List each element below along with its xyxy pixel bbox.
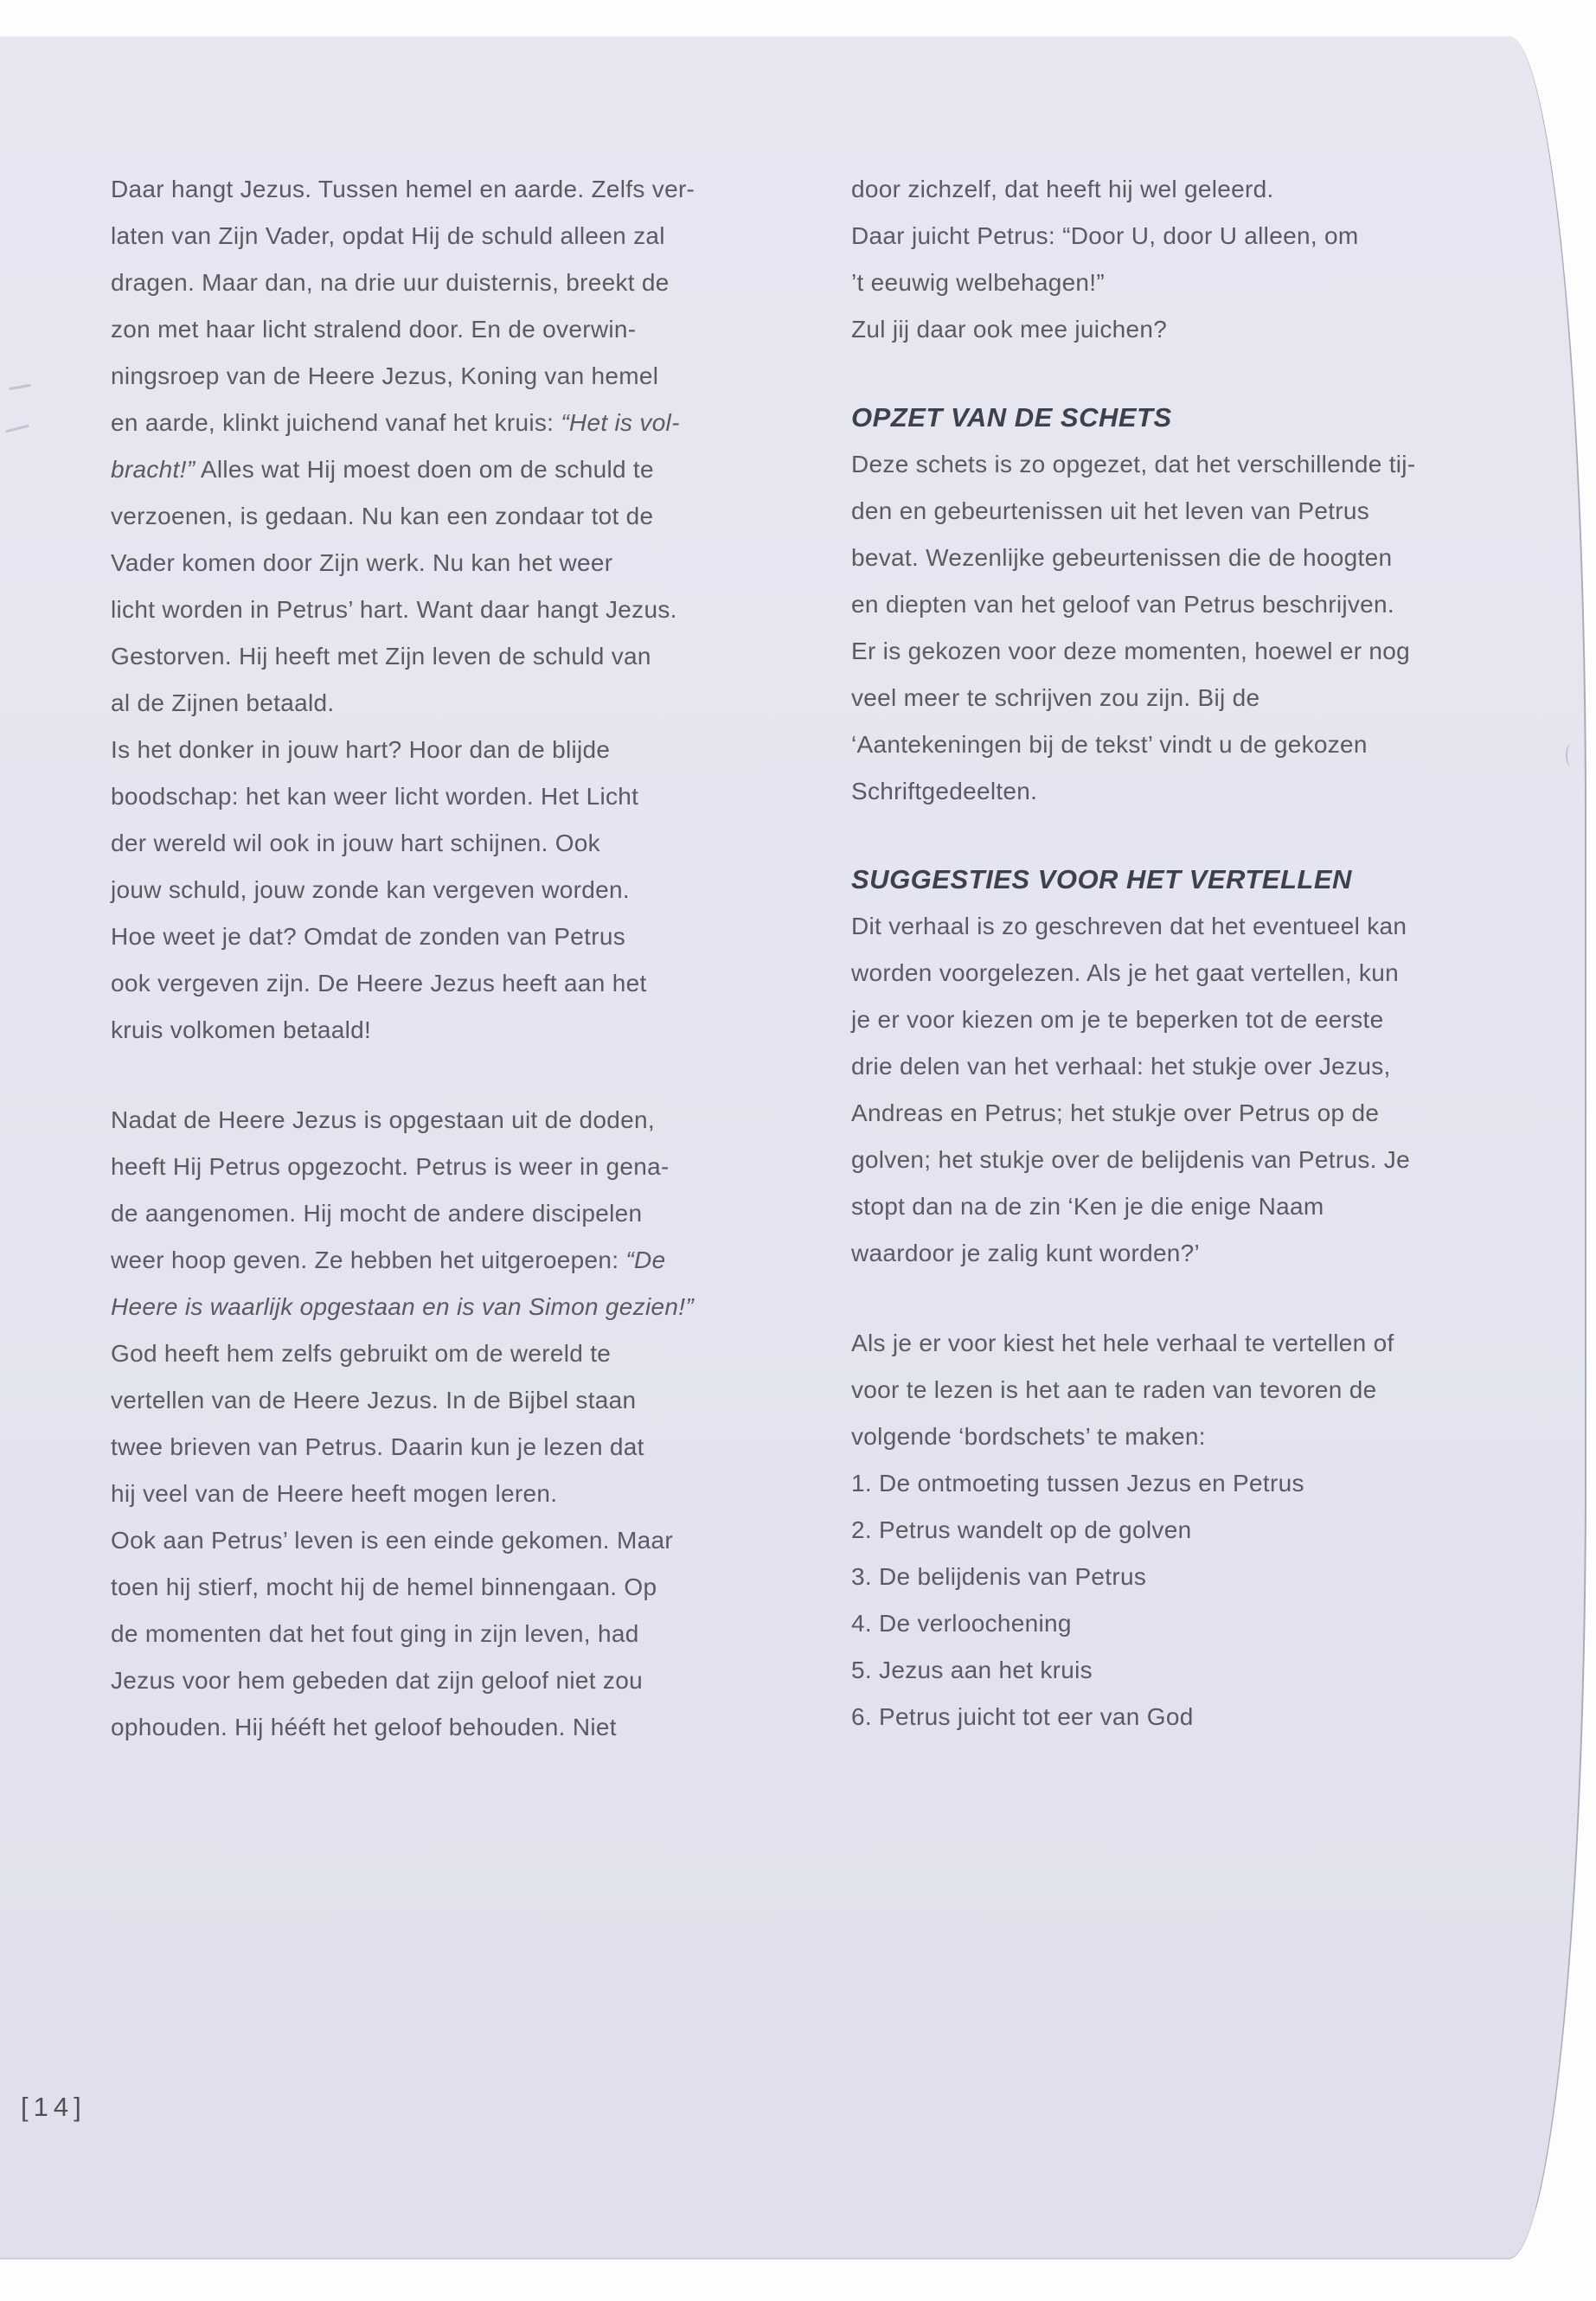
text-line: 6. Petrus juicht tot eer van God bbox=[851, 1703, 1194, 1730]
text-segment: “De bbox=[625, 1247, 666, 1273]
paragraph bbox=[111, 166, 803, 727]
text-line: ophouden. Hij hééft het geloof behouden. Niet bbox=[111, 1714, 617, 1740]
text-line: veel meer te schrijven zou zijn. Bij de bbox=[851, 684, 1260, 711]
text-line: Daar juicht Petrus: “Door U, door U alleen, om bbox=[851, 222, 1359, 249]
paragraph bbox=[111, 1097, 803, 1751]
text-line: ook vergeven zijn. De Heere Jezus heeft aan het bbox=[111, 970, 647, 997]
text-line: hij veel van de Heere heeft mogen leren. bbox=[111, 1480, 558, 1507]
text-line: licht worden in Petrus’ hart. Want daar hangt Jezus. bbox=[111, 596, 677, 623]
text-segment: “Het is vol- bbox=[561, 409, 680, 436]
text-line bbox=[111, 400, 803, 446]
text-line: 5. Jezus aan het kruis bbox=[851, 1657, 1093, 1683]
text-line: ningsroep van de Heere Jezus, Koning van hemel bbox=[111, 362, 659, 389]
text-line: Vader komen door Zijn werk. Nu kan het weer bbox=[111, 549, 613, 576]
text-segment: weer hoop geven. Ze hebben het uitgeroepen: bbox=[111, 1247, 626, 1273]
text-line: de aangenomen. Hij mocht de andere discipelen bbox=[111, 1200, 643, 1227]
pencil-check-mark bbox=[9, 384, 31, 390]
text-segment: Heere is waarlijk opgestaan en is van Simon gezien!” bbox=[111, 1293, 694, 1320]
text-line: twee brieven van Petrus. Daarin kun je lezen dat bbox=[111, 1433, 644, 1460]
text-line bbox=[111, 1237, 803, 1284]
text-line: en diepten van het geloof van Petrus beschrijven. bbox=[851, 591, 1394, 618]
page-edge-curl bbox=[1566, 744, 1576, 766]
pencil-check-mark bbox=[5, 425, 29, 433]
text-line: al de Zijnen betaald. bbox=[111, 689, 335, 716]
text-segment: bracht!” bbox=[111, 456, 195, 483]
text-segment: en aarde, klinkt juichend vanaf het kruis: bbox=[111, 409, 561, 436]
text-line: Is het donker in jouw hart? Hoor dan de blijde bbox=[111, 736, 611, 763]
text-line: vertellen van de Heere Jezus. In de Bijbel staan bbox=[111, 1387, 637, 1413]
text-line: Jezus voor hem gebeden dat zijn geloof niet zou bbox=[111, 1667, 643, 1694]
text-line bbox=[111, 1284, 803, 1330]
text-line: Daar hangt Jezus. Tussen hemel en aarde. Zelfs ver- bbox=[111, 176, 695, 202]
text-line: bevat. Wezenlijke gebeurtenissen die de hoogten bbox=[851, 544, 1393, 571]
text-line bbox=[111, 446, 803, 493]
text-line: God heeft hem zelfs gebruikt om de wereld te bbox=[111, 1340, 612, 1367]
paragraph bbox=[111, 727, 803, 1054]
text-line: kruis volkomen betaald! bbox=[111, 1016, 372, 1043]
text-line: Gestorven. Hij heeft met Zijn leven de schuld van bbox=[111, 643, 651, 670]
text-line: voor te lezen is het aan te raden van tevoren de bbox=[851, 1376, 1377, 1403]
text-line: ‘Aantekeningen bij de tekst’ vindt u de gekozen bbox=[851, 731, 1368, 758]
text-line: der wereld wil ook in jouw hart schijnen. Ook bbox=[111, 830, 600, 856]
text-line: Als je er voor kiest het hele verhaal te vertellen of bbox=[851, 1330, 1394, 1356]
scanned-page bbox=[0, 36, 1586, 2259]
text-line: worden voorgelezen. Als je het gaat vertellen, kun bbox=[851, 959, 1399, 986]
paragraph bbox=[851, 903, 1535, 1277]
text-line: Schriftgedeelten. bbox=[851, 778, 1038, 804]
text-line: boodschap: het kan weer licht worden. Het Licht bbox=[111, 783, 639, 810]
text-line: jouw schuld, jouw zonde kan vergeven worden. bbox=[111, 876, 630, 903]
text-line: Zul jij daar ook mee juichen? bbox=[851, 316, 1168, 343]
text-line: Er is gekozen voor deze momenten, hoewel er nog bbox=[851, 638, 1411, 664]
paragraph bbox=[851, 1320, 1535, 1740]
text-line: 3. De belijdenis van Petrus bbox=[851, 1563, 1147, 1590]
text-line: zon met haar licht stralend door. En de overwin- bbox=[111, 316, 637, 343]
text-line: de momenten dat het fout ging in zijn leven, had bbox=[111, 1620, 639, 1647]
text-line: den en gebeurtenissen uit het leven van Petrus bbox=[851, 497, 1370, 524]
text-line: heeft Hij Petrus opgezocht. Petrus is weer in gena- bbox=[111, 1153, 670, 1180]
text-line: laten van Zijn Vader, opdat Hij de schuld alleen zal bbox=[111, 222, 665, 249]
text-line: 1. De ontmoeting tussen Jezus en Petrus bbox=[851, 1470, 1304, 1497]
paragraph bbox=[851, 441, 1535, 815]
text-line: dragen. Maar dan, na drie uur duisternis, breekt de bbox=[111, 269, 670, 296]
text-line: golven; het stukje over de belijdenis van Petrus. Je bbox=[851, 1146, 1410, 1173]
text-line: je er voor kiezen om je te beperken tot de eerste bbox=[851, 1006, 1384, 1033]
text-line: Dit verhaal is zo geschreven dat het eventueel kan bbox=[851, 913, 1407, 939]
right-text-column bbox=[851, 166, 1535, 1740]
text-line: verzoenen, is gedaan. Nu kan een zondaar tot de bbox=[111, 503, 654, 529]
text-line: Deze schets is zo opgezet, dat het verschillende tij- bbox=[851, 451, 1416, 478]
paragraph bbox=[851, 166, 1535, 353]
text-line: volgende ‘bordschets’ te maken: bbox=[851, 1423, 1206, 1450]
left-text-column bbox=[111, 166, 803, 1751]
text-line: 2. Petrus wandelt op de golven bbox=[851, 1516, 1192, 1543]
section-heading: OPZET VAN DE SCHETS bbox=[851, 402, 1172, 433]
section-heading: SUGGESTIES VOOR HET VERTELLEN bbox=[851, 864, 1352, 894]
text-line: door zichzelf, dat heeft hij wel geleerd. bbox=[851, 176, 1274, 202]
text-line: Ook aan Petrus’ leven is een einde gekomen. Maar bbox=[111, 1527, 673, 1554]
text-line: Andreas en Petrus; het stukje over Petrus op de bbox=[851, 1099, 1380, 1126]
text-line: waardoor je zalig kunt worden?’ bbox=[851, 1240, 1201, 1266]
text-line: ’t eeuwig welbehagen!” bbox=[851, 269, 1106, 296]
text-segment: Alles wat Hij moest doen om de schuld te bbox=[195, 456, 654, 483]
text-line: toen hij stierf, mocht hij de hemel binnengaan. Op bbox=[111, 1574, 657, 1600]
text-line: 4. De verloochening bbox=[851, 1610, 1072, 1637]
text-line: Hoe weet je dat? Omdat de zonden van Petrus bbox=[111, 923, 626, 950]
text-line: drie delen van het verhaal: het stukje over Jezus, bbox=[851, 1053, 1391, 1080]
page-number: [14] bbox=[21, 2092, 87, 2122]
text-line: stopt dan na de zin ‘Ken je die enige Naam bbox=[851, 1193, 1324, 1220]
text-line: Nadat de Heere Jezus is opgestaan uit de doden, bbox=[111, 1106, 655, 1133]
